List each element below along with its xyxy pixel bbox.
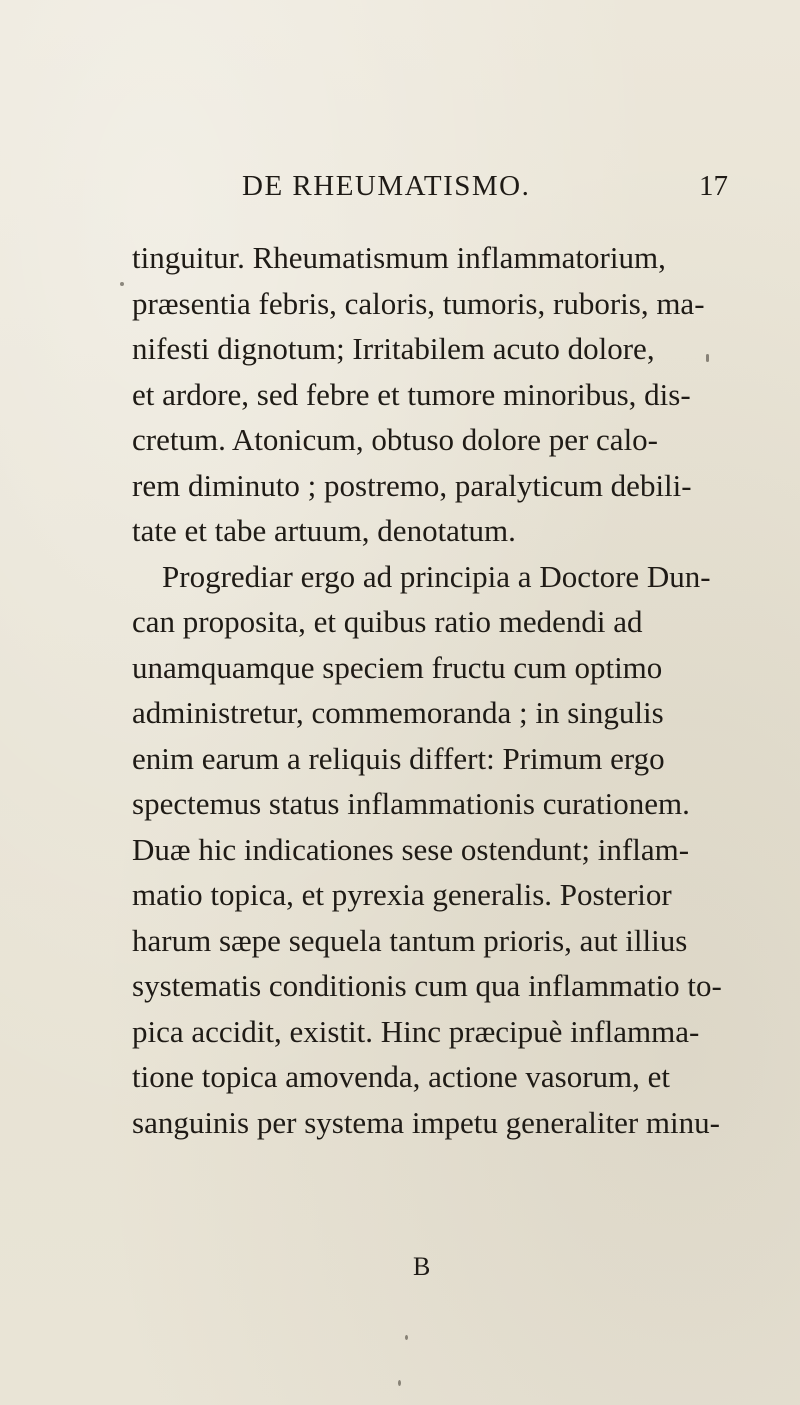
text-line: tate et tabe artuum, denotatum.	[132, 513, 516, 548]
body-text	[132, 235, 722, 1145]
text-line: can proposita, et quibus ratio medendi ad	[132, 604, 643, 639]
text-line: sanguinis per systema impetu generaliter minu-	[132, 1104, 720, 1140]
paper-speck	[405, 1335, 408, 1340]
text-line: Progrediar ergo ad principia a Doctore Dun-	[162, 558, 711, 594]
text-line: unamquamque speciem fructu cum optimo	[132, 649, 663, 685]
text-line: tinguitur. Rheumatismum inflammatorium,	[132, 240, 666, 275]
text-line: pica accidit, existit. Hinc præcipuè inflamma-	[132, 1013, 700, 1049]
running-head: DE RHEUMATISMO.	[242, 170, 531, 202]
paper-speck	[706, 354, 709, 362]
paper-speck	[120, 282, 124, 286]
paper-speck	[398, 1380, 401, 1386]
page-number: 17	[699, 170, 728, 202]
text-line: administretur, commemoranda ; in singulis	[132, 695, 664, 730]
text-line: cretum. Atonicum, obtuso dolore per calo-	[132, 422, 659, 457]
text-line: et ardore, sed febre et tumore minoribus, dis-	[132, 376, 691, 412]
page-header	[0, 170, 800, 210]
text-line: Duæ hic indicationes sese ostendunt; inflam-	[132, 831, 690, 867]
text-line: præsentia febris, caloris, tumoris, ruboris, ma-	[132, 285, 705, 321]
text-line: tione topica amovenda, actione vasorum, et	[132, 1059, 671, 1094]
text-line: nifesti dignotum; Irritabilem acuto dolore,	[132, 331, 655, 366]
signature-mark: B	[413, 1252, 431, 1281]
text-line: matio topica, et pyrexia generalis. Posterior	[132, 877, 672, 912]
text-line: rem diminuto ; postremo, paralyticum debili-	[132, 467, 692, 503]
text-line: harum sæpe sequela tantum prioris, aut illius	[132, 922, 688, 958]
text-line: enim earum a reliquis differt: Primum ergo	[132, 740, 665, 776]
text-line: systematis conditionis cum qua inflammatio to-	[132, 968, 722, 1003]
text-line: spectemus status inflammationis curationem.	[132, 786, 690, 821]
